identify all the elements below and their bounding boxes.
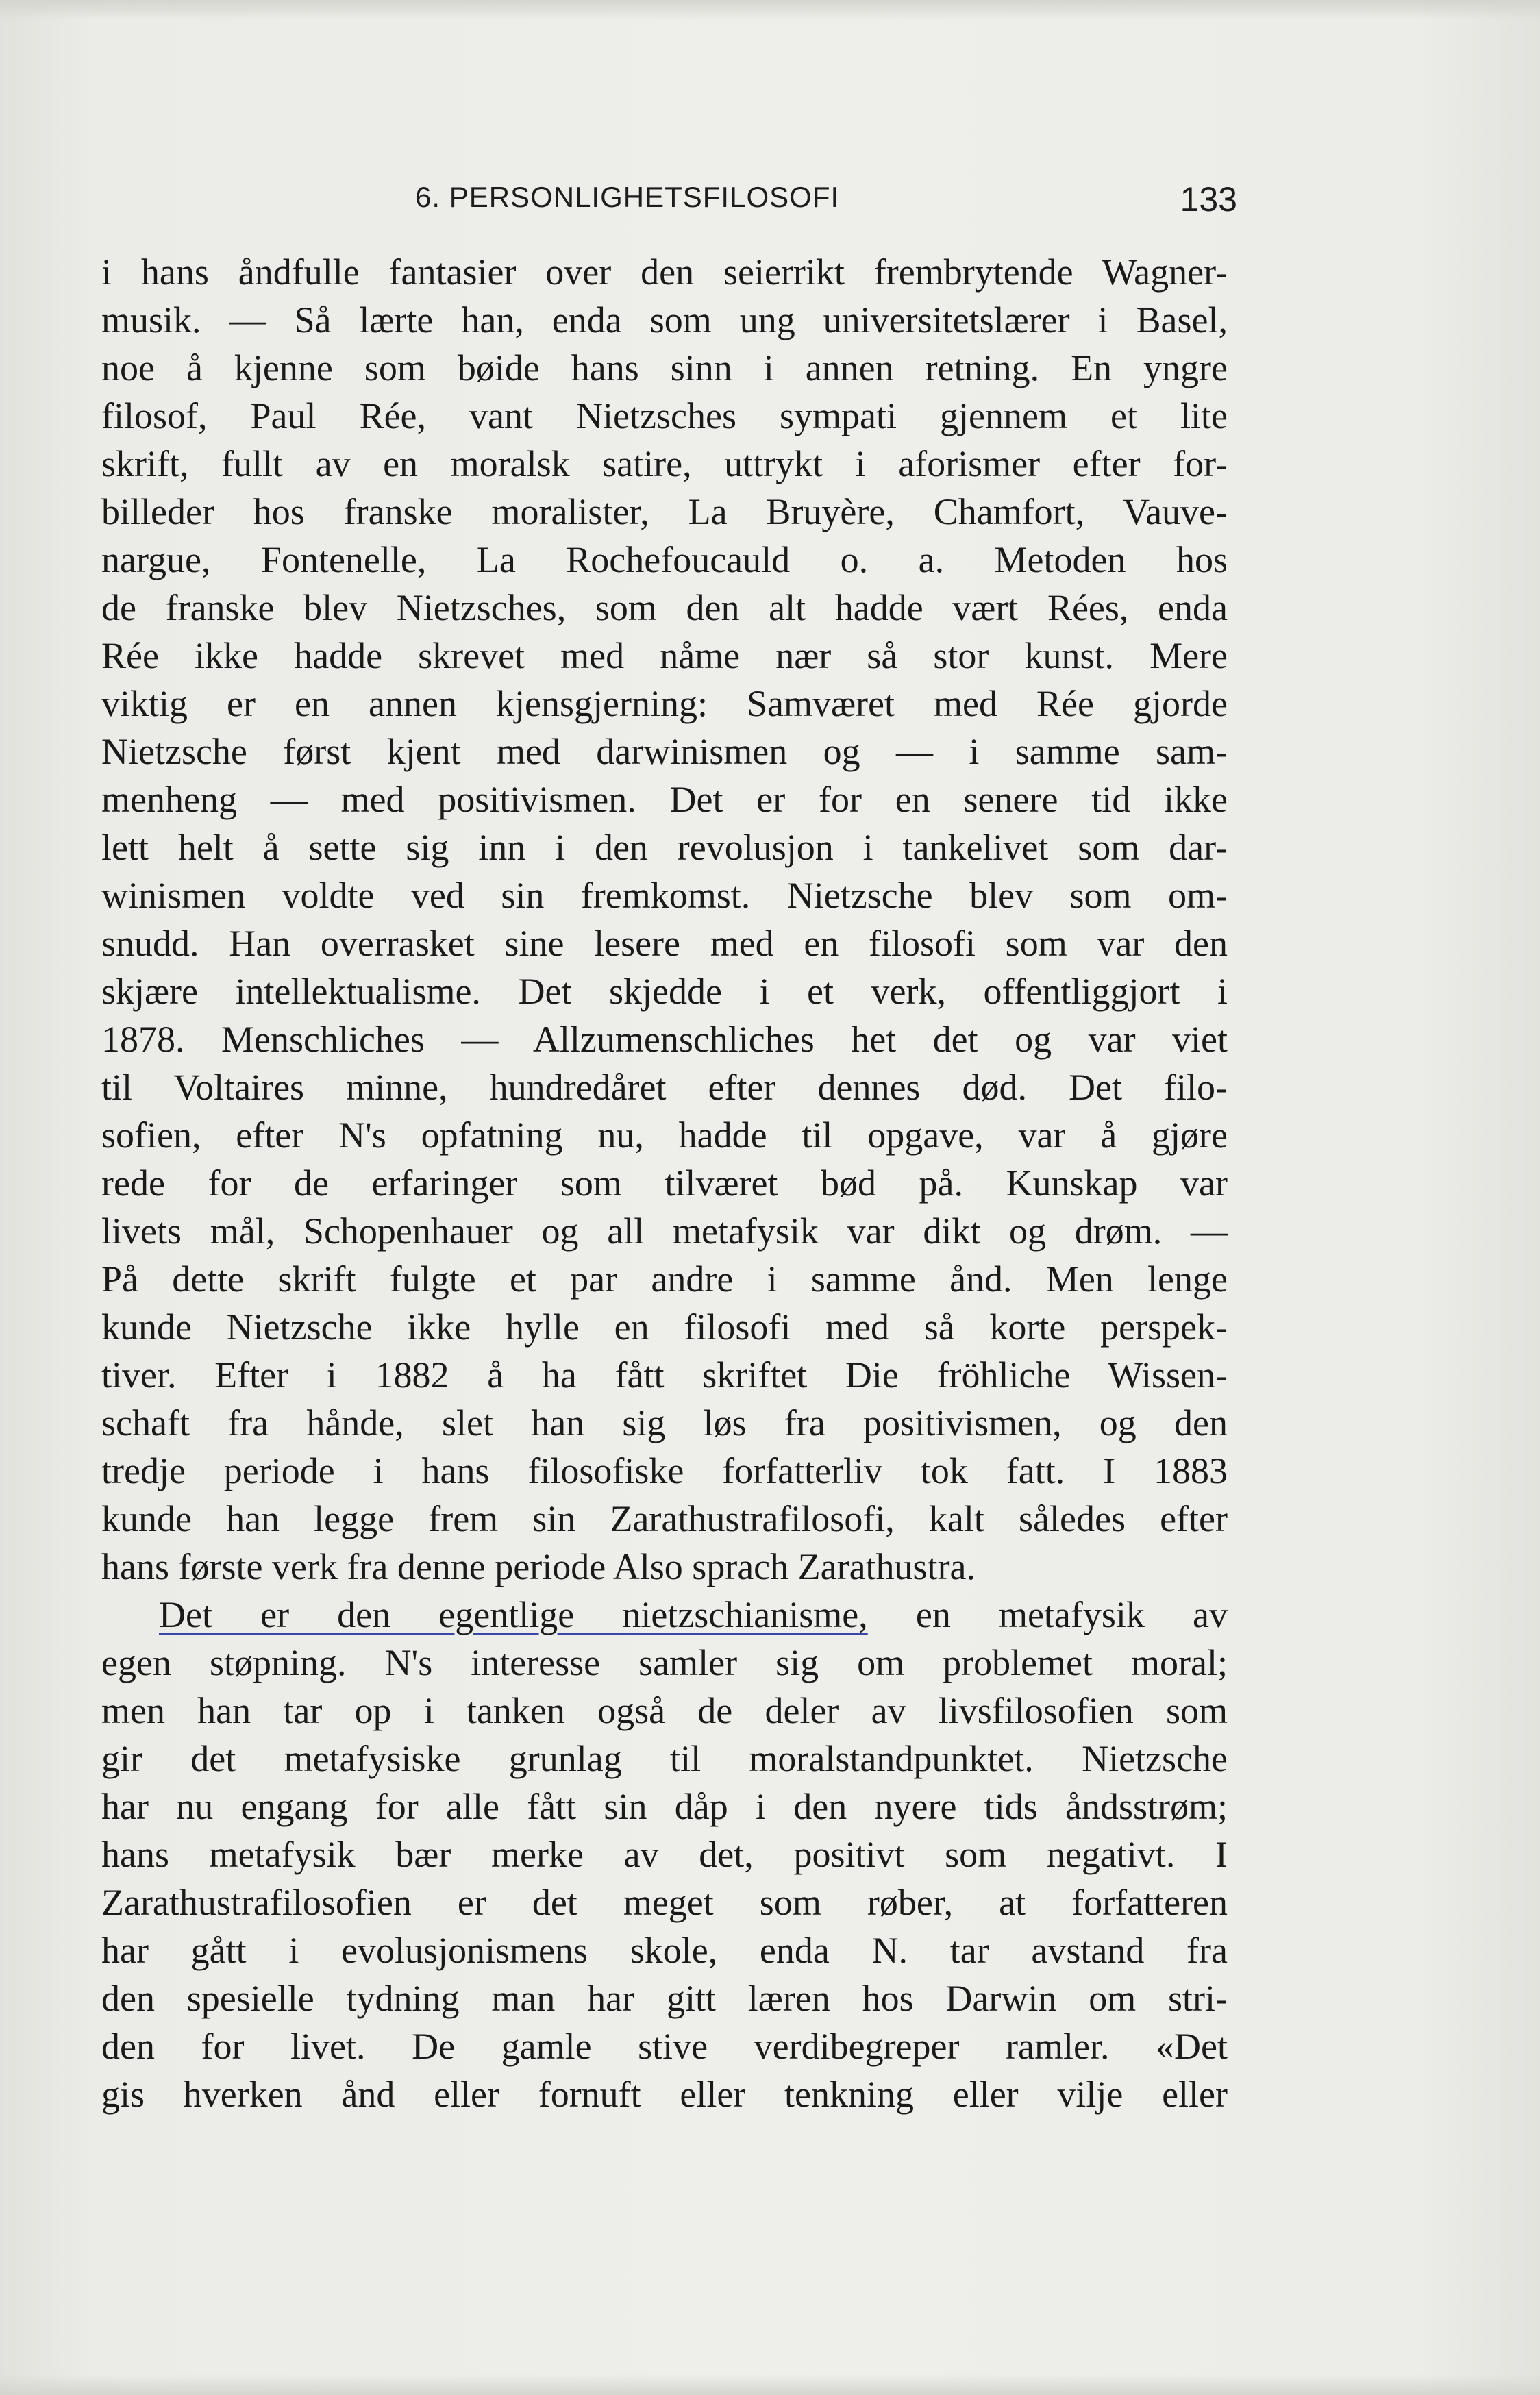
text-line: noe å kjenne som bøide hans sinn i annen retning. En yngre: [101, 347, 1228, 388]
page-header: [415, 175, 1237, 230]
text-line: viktig er en annen kjensgjerning: Samværet med Rée gjorde: [101, 683, 1228, 724]
paragraph-2: [101, 1591, 1228, 2118]
text-line: menheng — med positivismen. Det er for en senere tid ikke: [101, 779, 1228, 820]
text-line: [101, 1591, 1228, 1639]
scan-edge-top: [0, 0, 1540, 21]
scan-edge-bottom: [0, 2374, 1540, 2395]
text-line: sofien, efter N's opfatning nu, hadde til opgave, var å gjøre: [101, 1115, 1228, 1156]
text-line: filosof, Paul Rée, vant Nietzsches sympati gjennem et lite: [101, 395, 1228, 436]
text-line: kunde han legge frem sin Zarathustrafilosofi, kalt således efter: [101, 1498, 1228, 1539]
text-line: nargue, Fontenelle, La Rochefoucauld o. a. Metoden hos: [101, 539, 1228, 580]
text-line: Nietzsche først kjent med darwinismen og — i samme sam-: [101, 731, 1228, 772]
page-number: 133: [1180, 180, 1237, 219]
text-line: Zarathustrafilosofien er det meget som røber, at forfatteren: [101, 1882, 1228, 1923]
text-line: hans første verk fra denne periode Also sprach Zarathustra.: [101, 1546, 976, 1587]
text-line: rede for de erfaringer som tilværet bød på. Kunskap var: [101, 1163, 1228, 1204]
text-line: snudd. Han overrasket sine lesere med en filosofi som var den: [101, 923, 1228, 964]
text-line: men han tar op i tanken også de deler av livsfilosofien som: [101, 1690, 1228, 1731]
text-line: egen støpning. N's interesse samler sig om problemet moral;: [101, 1642, 1228, 1683]
text-line: den for livet. De gamle stive verdibegreper ramler. «Det: [101, 2026, 1228, 2067]
text-line: har gått i evolusjonismens skole, enda N. tar avstand fra: [101, 1930, 1228, 1971]
text-line: billeder hos franske moralister, La Bruyère, Chamfort, Vauve-: [101, 491, 1228, 532]
text-line: lett helt å sette sig inn i den revolusjon i tankelivet som dar-: [101, 827, 1228, 868]
running-title: 6. PERSONLIGHETSFILOSOFI: [415, 181, 840, 213]
text-line: har nu engang for alle fått sin dåp i den nyere tids åndsstrøm;: [101, 1786, 1228, 1827]
text-line: i hans åndfulle fantasier over den seierrikt frembrytende Wagner-: [101, 251, 1228, 293]
text-line: livets mål, Schopenhauer og all metafysik var dikt og drøm. —: [101, 1211, 1228, 1252]
text-line: hans metafysik bær merke av det, positivt som negativt. I: [101, 1834, 1228, 1875]
text-line: til Voltaires minne, hundredåret efter dennes død. Det filo-: [101, 1067, 1228, 1108]
text-line: På dette skrift fulgte et par andre i samme ånd. Men lenge: [101, 1258, 1228, 1300]
text-line: den spesielle tydning man har gitt læren hos Darwin om stri-: [101, 1978, 1228, 2019]
paragraph-1: [101, 248, 1228, 1591]
text-line: musik. — Så lærte han, enda som ung universitetslærer i Basel,: [101, 299, 1228, 340]
body-text: [101, 248, 1228, 2118]
text-line: winismen voldte ved sin fremkomst. Nietzsche blev som om-: [101, 875, 1228, 916]
underlined-phrase: Det er den egentlige nietzschianisme,: [159, 1594, 868, 1635]
text-line: skjære intellektualisme. Det skjedde i et verk, offentliggjort i: [101, 971, 1228, 1012]
text-line: 1878. Menschliches — Allzumenschliches het det og var viet: [101, 1019, 1228, 1060]
text-line: schaft fra hånde, slet han sig løs fra positivismen, og den: [101, 1402, 1228, 1443]
text-line: gis hverken ånd eller fornuft eller tenkning eller vilje eller: [101, 2074, 1228, 2115]
text-line: kunde Nietzsche ikke hylle en filosofi med så korte perspek-: [101, 1306, 1228, 1348]
text-line: de franske blev Nietzsches, som den alt hadde vært Rées, enda: [101, 587, 1228, 628]
line-rest: en metafysik av: [867, 1594, 1228, 1635]
text-line: tiver. Efter i 1882 å ha fått skriftet Die fröhliche Wissen-: [101, 1354, 1228, 1395]
text-line: gir det metafysiske grunlag til moralstandpunktet. Nietzsche: [101, 1738, 1228, 1779]
text-line: tredje periode i hans filosofiske forfatterliv tok fatt. I 1883: [101, 1450, 1228, 1491]
text-line: skrift, fullt av en moralsk satire, uttrykt i aforismer efter for-: [101, 443, 1228, 484]
text-line: Rée ikke hadde skrevet med nåme nær så stor kunst. Mere: [101, 635, 1228, 676]
